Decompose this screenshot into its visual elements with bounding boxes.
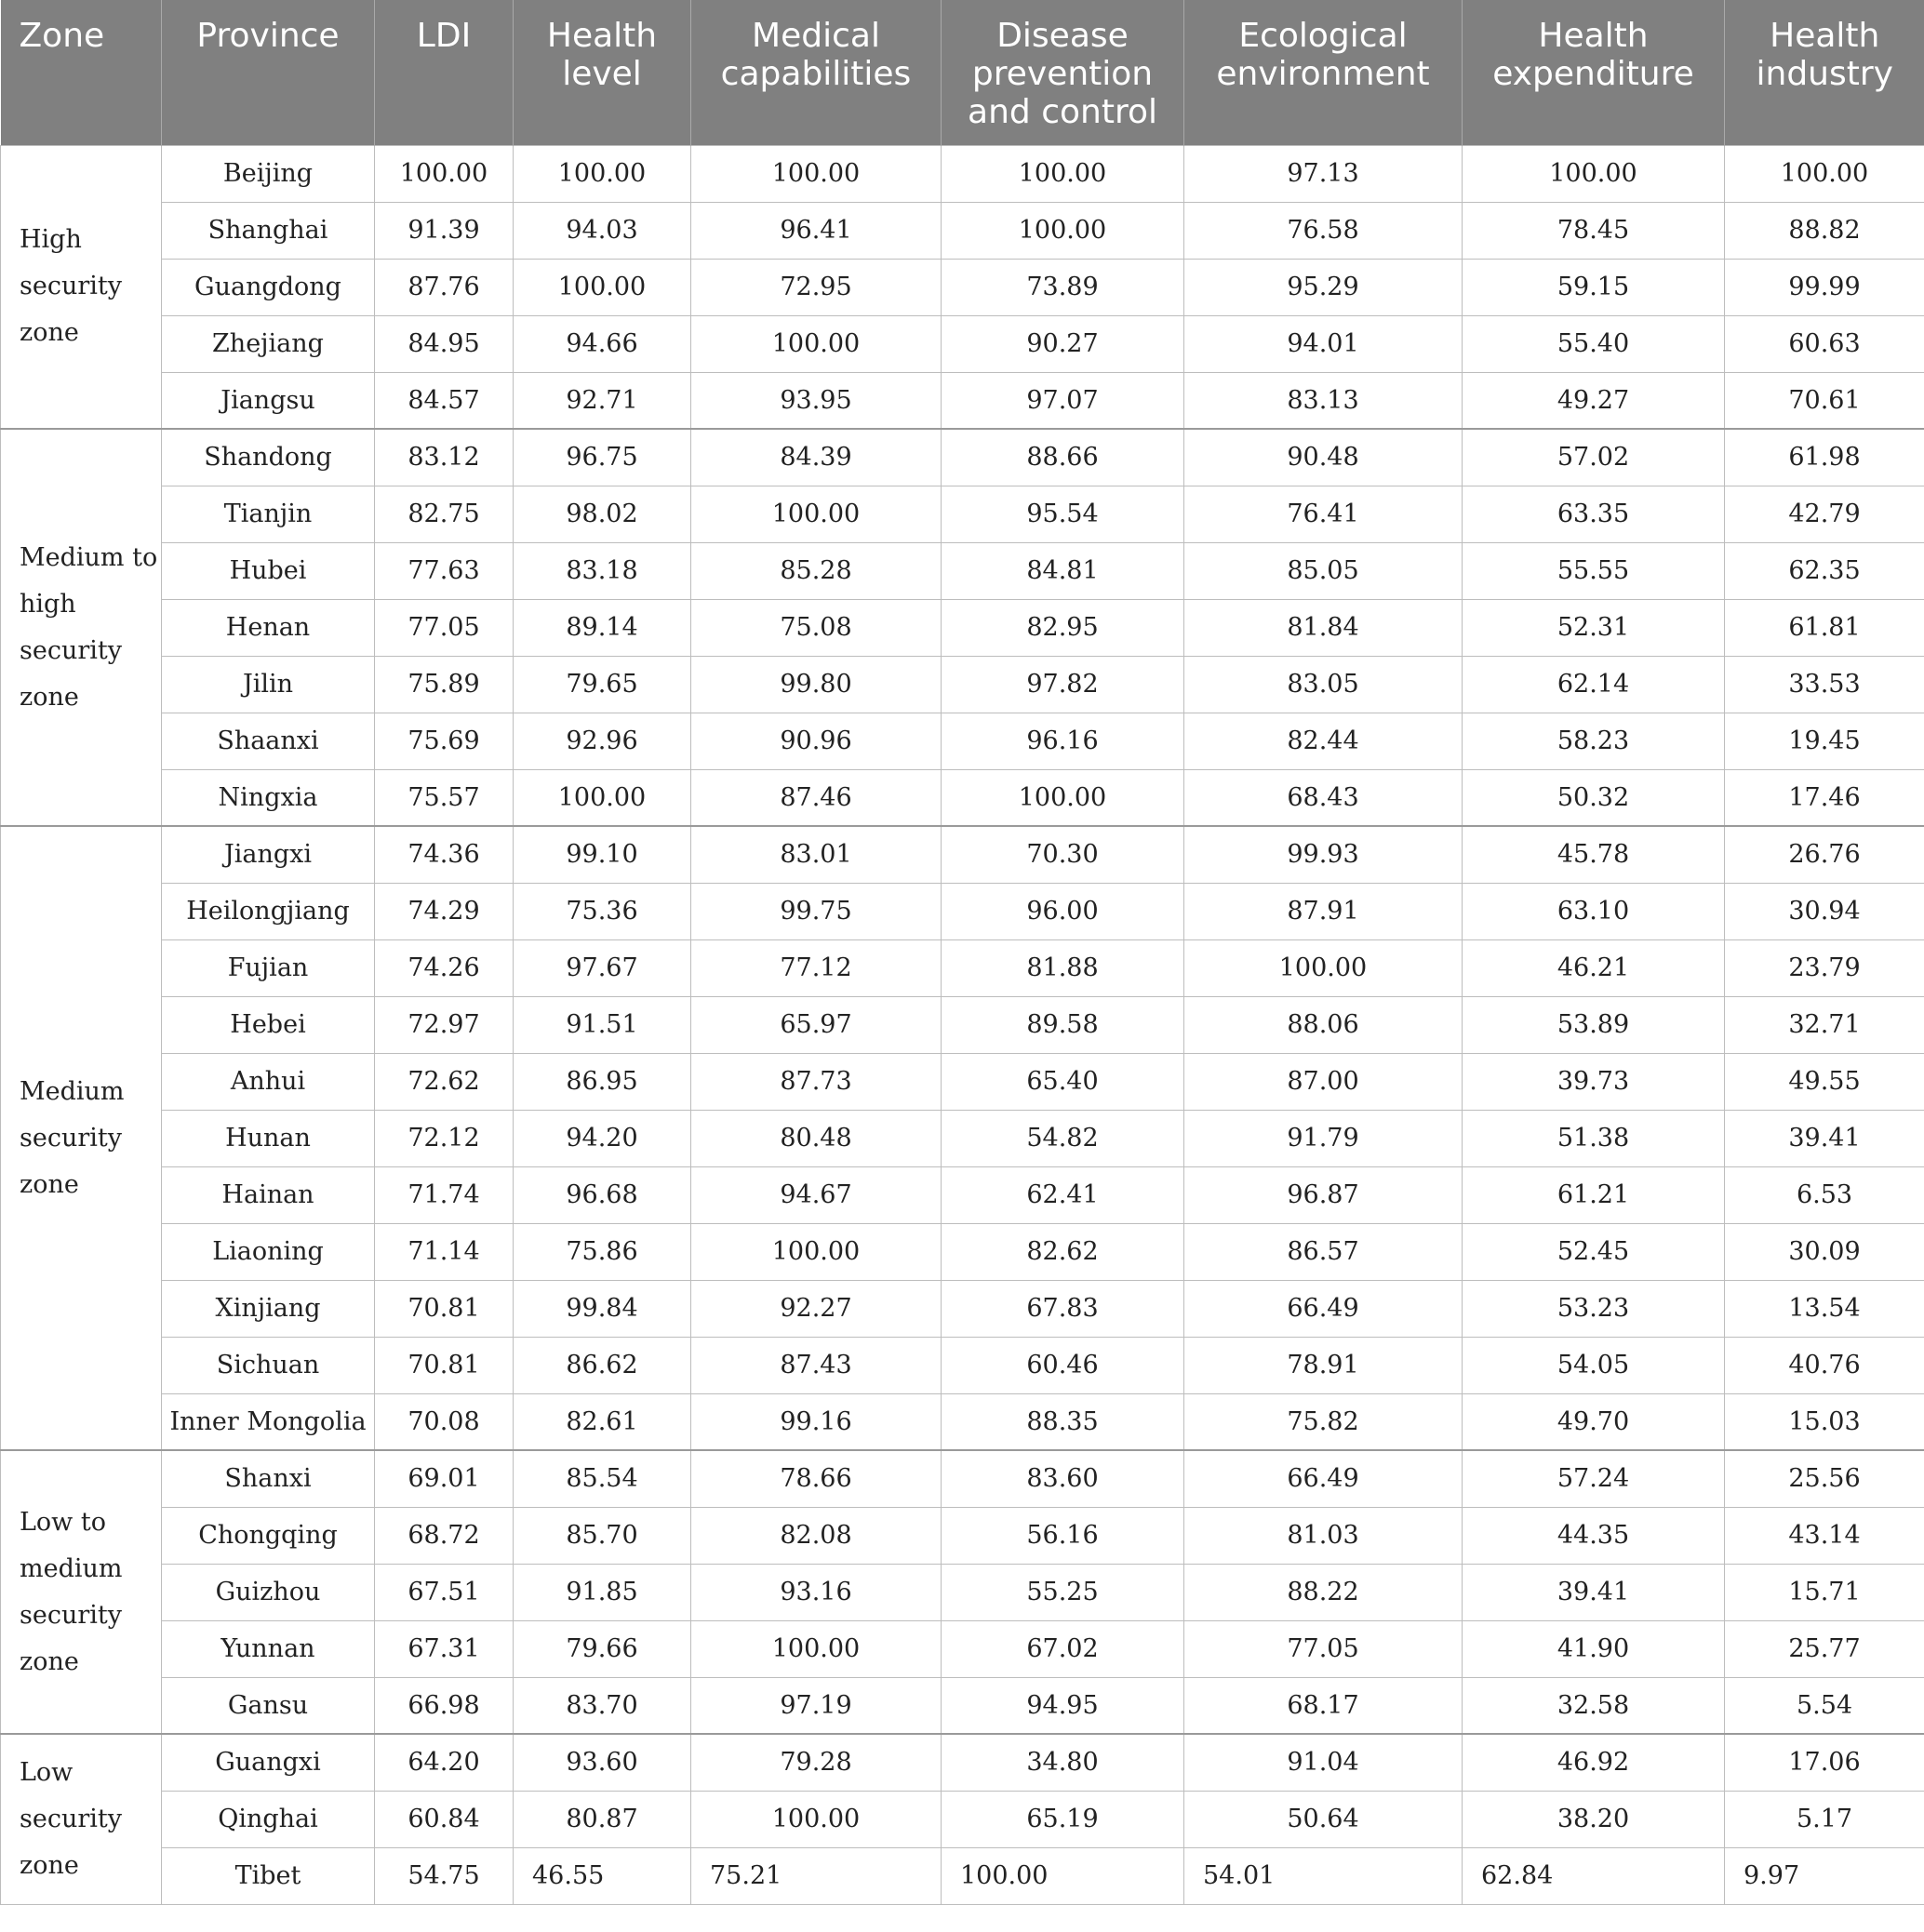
value-cell: 86.57 <box>1184 1223 1463 1280</box>
value-cell: 79.28 <box>691 1734 942 1791</box>
table-row <box>1 1507 1924 1564</box>
province-cell: Heilongjiang <box>162 883 375 939</box>
value-cell: 41.90 <box>1463 1620 1725 1677</box>
value-cell: 82.44 <box>1184 713 1463 769</box>
value-cell: 97.19 <box>691 1677 942 1734</box>
value-cell: 75.57 <box>375 769 514 826</box>
value-cell: 54.82 <box>942 1110 1184 1166</box>
table-row <box>1 429 1924 486</box>
province-cell: Chongqing <box>162 1507 375 1564</box>
table-row <box>1 713 1924 769</box>
value-cell: 70.30 <box>942 826 1184 883</box>
header-ldi: LDI <box>375 0 514 145</box>
value-cell: 75.86 <box>514 1223 691 1280</box>
value-cell: 82.95 <box>942 599 1184 656</box>
value-cell: 100.00 <box>691 145 942 202</box>
value-cell: 57.24 <box>1463 1450 1725 1507</box>
value-cell: 43.14 <box>1725 1507 1924 1564</box>
table-row <box>1 1677 1924 1734</box>
value-cell: 32.58 <box>1463 1677 1725 1734</box>
value-cell: 100.00 <box>1463 145 1725 202</box>
table-row <box>1 486 1924 542</box>
value-cell: 75.21 <box>691 1847 942 1904</box>
value-cell: 39.41 <box>1725 1110 1924 1166</box>
value-cell: 90.27 <box>942 315 1184 372</box>
table-row <box>1 996 1924 1053</box>
value-cell: 76.58 <box>1184 202 1463 259</box>
value-cell: 65.97 <box>691 996 942 1053</box>
value-cell: 49.70 <box>1463 1393 1725 1450</box>
value-cell: 83.60 <box>942 1450 1184 1507</box>
province-cell: Liaoning <box>162 1223 375 1280</box>
value-cell: 63.10 <box>1463 883 1725 939</box>
value-cell: 100.00 <box>942 769 1184 826</box>
table-row <box>1 939 1924 996</box>
value-cell: 94.95 <box>942 1677 1184 1734</box>
value-cell: 94.01 <box>1184 315 1463 372</box>
province-cell: Inner Mongolia <box>162 1393 375 1450</box>
value-cell: 66.98 <box>375 1677 514 1734</box>
value-cell: 73.89 <box>942 259 1184 315</box>
value-cell: 70.81 <box>375 1337 514 1393</box>
value-cell: 96.00 <box>942 883 1184 939</box>
value-cell: 46.21 <box>1463 939 1725 996</box>
value-cell: 32.71 <box>1725 996 1924 1053</box>
value-cell: 72.12 <box>375 1110 514 1166</box>
province-cell: Fujian <box>162 939 375 996</box>
value-cell: 61.98 <box>1725 429 1924 486</box>
value-cell: 74.36 <box>375 826 514 883</box>
value-cell: 85.28 <box>691 542 942 599</box>
value-cell: 85.05 <box>1184 542 1463 599</box>
value-cell: 63.35 <box>1463 486 1725 542</box>
province-cell: Guangxi <box>162 1734 375 1791</box>
value-cell: 65.40 <box>942 1053 1184 1110</box>
value-cell: 80.87 <box>514 1791 691 1847</box>
value-cell: 55.55 <box>1463 542 1725 599</box>
province-cell: Hunan <box>162 1110 375 1166</box>
value-cell: 91.04 <box>1184 1734 1463 1791</box>
value-cell: 98.02 <box>514 486 691 542</box>
value-cell: 75.82 <box>1184 1393 1463 1450</box>
province-cell: Shanxi <box>162 1450 375 1507</box>
value-cell: 90.48 <box>1184 429 1463 486</box>
value-cell: 68.43 <box>1184 769 1463 826</box>
value-cell: 70.61 <box>1725 372 1924 429</box>
value-cell: 80.48 <box>691 1110 942 1166</box>
value-cell: 88.35 <box>942 1393 1184 1450</box>
value-cell: 84.81 <box>942 542 1184 599</box>
value-cell: 95.54 <box>942 486 1184 542</box>
value-cell: 26.76 <box>1725 826 1924 883</box>
table-row <box>1 1620 1924 1677</box>
value-cell: 39.41 <box>1463 1564 1725 1620</box>
value-cell: 67.83 <box>942 1280 1184 1337</box>
table-row <box>1 1734 1924 1791</box>
value-cell: 30.94 <box>1725 883 1924 939</box>
table-row <box>1 826 1924 883</box>
value-cell: 50.64 <box>1184 1791 1463 1847</box>
table-row <box>1 1393 1924 1450</box>
value-cell: 38.20 <box>1463 1791 1725 1847</box>
table-row <box>1 372 1924 429</box>
value-cell: 94.66 <box>514 315 691 372</box>
header-ecological-environment: Ecological environment <box>1184 0 1463 145</box>
value-cell: 100.00 <box>942 1847 1184 1904</box>
header-health-expenditure: Health expenditure <box>1463 0 1725 145</box>
value-cell: 87.00 <box>1184 1053 1463 1110</box>
value-cell: 88.06 <box>1184 996 1463 1053</box>
table-row <box>1 202 1924 259</box>
value-cell: 84.39 <box>691 429 942 486</box>
value-cell: 93.95 <box>691 372 942 429</box>
value-cell: 42.79 <box>1725 486 1924 542</box>
value-cell: 40.76 <box>1725 1337 1924 1393</box>
table-row <box>1 1337 1924 1393</box>
value-cell: 83.13 <box>1184 372 1463 429</box>
value-cell: 19.45 <box>1725 713 1924 769</box>
value-cell: 57.02 <box>1463 429 1725 486</box>
province-cell: Shanghai <box>162 202 375 259</box>
value-cell: 54.05 <box>1463 1337 1725 1393</box>
value-cell: 54.75 <box>375 1847 514 1904</box>
value-cell: 70.81 <box>375 1280 514 1337</box>
value-cell: 85.70 <box>514 1507 691 1564</box>
province-cell: Ningxia <box>162 769 375 826</box>
value-cell: 86.95 <box>514 1053 691 1110</box>
value-cell: 79.65 <box>514 656 691 713</box>
value-cell: 46.92 <box>1463 1734 1725 1791</box>
value-cell: 74.26 <box>375 939 514 996</box>
value-cell: 70.08 <box>375 1393 514 1450</box>
value-cell: 99.93 <box>1184 826 1463 883</box>
value-cell: 97.82 <box>942 656 1184 713</box>
value-cell: 54.01 <box>1184 1847 1463 1904</box>
value-cell: 25.77 <box>1725 1620 1924 1677</box>
province-cell: Jiangxi <box>162 826 375 883</box>
value-cell: 78.91 <box>1184 1337 1463 1393</box>
value-cell: 77.63 <box>375 542 514 599</box>
province-cell: Anhui <box>162 1053 375 1110</box>
value-cell: 62.84 <box>1463 1847 1725 1904</box>
value-cell: 52.45 <box>1463 1223 1725 1280</box>
value-cell: 87.76 <box>375 259 514 315</box>
value-cell: 79.66 <box>514 1620 691 1677</box>
value-cell: 68.72 <box>375 1507 514 1564</box>
table-row <box>1 542 1924 599</box>
value-cell: 78.45 <box>1463 202 1725 259</box>
header-health-industry: Health industry <box>1725 0 1924 145</box>
value-cell: 99.84 <box>514 1280 691 1337</box>
value-cell: 83.12 <box>375 429 514 486</box>
value-cell: 94.03 <box>514 202 691 259</box>
value-cell: 85.54 <box>514 1450 691 1507</box>
value-cell: 71.14 <box>375 1223 514 1280</box>
value-cell: 53.89 <box>1463 996 1725 1053</box>
province-cell: Tianjin <box>162 486 375 542</box>
value-cell: 96.87 <box>1184 1166 1463 1223</box>
province-cell: Guangdong <box>162 259 375 315</box>
value-cell: 92.71 <box>514 372 691 429</box>
table-row <box>1 1223 1924 1280</box>
value-cell: 97.07 <box>942 372 1184 429</box>
value-cell: 71.74 <box>375 1166 514 1223</box>
value-cell: 23.79 <box>1725 939 1924 996</box>
header-zone: Zone <box>1 0 162 145</box>
value-cell: 46.55 <box>514 1847 691 1904</box>
value-cell: 84.57 <box>375 372 514 429</box>
province-cell: Gansu <box>162 1677 375 1734</box>
value-cell: 91.51 <box>514 996 691 1053</box>
zone-cell: Medium security zone <box>1 826 162 1450</box>
value-cell: 74.29 <box>375 883 514 939</box>
value-cell: 34.80 <box>942 1734 1184 1791</box>
table-row <box>1 315 1924 372</box>
table-row <box>1 1791 1924 1847</box>
value-cell: 83.18 <box>514 542 691 599</box>
value-cell: 55.40 <box>1463 315 1725 372</box>
value-cell: 81.84 <box>1184 599 1463 656</box>
table-row <box>1 599 1924 656</box>
value-cell: 99.75 <box>691 883 942 939</box>
value-cell: 55.25 <box>942 1564 1184 1620</box>
value-cell: 87.73 <box>691 1053 942 1110</box>
table-row <box>1 1847 1924 1904</box>
value-cell: 60.63 <box>1725 315 1924 372</box>
value-cell: 96.68 <box>514 1166 691 1223</box>
value-cell: 75.69 <box>375 713 514 769</box>
province-cell: Beijing <box>162 145 375 202</box>
value-cell: 75.89 <box>375 656 514 713</box>
value-cell: 61.81 <box>1725 599 1924 656</box>
value-cell: 92.96 <box>514 713 691 769</box>
value-cell: 60.84 <box>375 1791 514 1847</box>
province-cell: Hubei <box>162 542 375 599</box>
table-row <box>1 1053 1924 1110</box>
value-cell: 15.71 <box>1725 1564 1924 1620</box>
value-cell: 72.97 <box>375 996 514 1053</box>
header-disease-prevention: Disease prevention and control <box>942 0 1184 145</box>
table-row <box>1 769 1924 826</box>
value-cell: 87.91 <box>1184 883 1463 939</box>
value-cell: 100.00 <box>942 202 1184 259</box>
header-row <box>1 0 1924 145</box>
province-cell: Henan <box>162 599 375 656</box>
value-cell: 77.05 <box>375 599 514 656</box>
zone-cell: High security zone <box>1 145 162 429</box>
value-cell: 83.01 <box>691 826 942 883</box>
value-cell: 100.00 <box>691 1223 942 1280</box>
value-cell: 68.17 <box>1184 1677 1463 1734</box>
value-cell: 17.46 <box>1725 769 1924 826</box>
province-cell: Zhejiang <box>162 315 375 372</box>
table-row <box>1 656 1924 713</box>
value-cell: 99.80 <box>691 656 942 713</box>
value-cell: 100.00 <box>375 145 514 202</box>
value-cell: 94.20 <box>514 1110 691 1166</box>
value-cell: 97.13 <box>1184 145 1463 202</box>
value-cell: 75.08 <box>691 599 942 656</box>
province-cell: Jiangsu <box>162 372 375 429</box>
value-cell: 100.00 <box>942 145 1184 202</box>
value-cell: 100.00 <box>514 145 691 202</box>
value-cell: 84.95 <box>375 315 514 372</box>
province-cell: Yunnan <box>162 1620 375 1677</box>
value-cell: 100.00 <box>1725 145 1924 202</box>
value-cell: 39.73 <box>1463 1053 1725 1110</box>
value-cell: 100.00 <box>691 1620 942 1677</box>
value-cell: 56.16 <box>942 1507 1184 1564</box>
value-cell: 44.35 <box>1463 1507 1725 1564</box>
value-cell: 17.06 <box>1725 1734 1924 1791</box>
province-cell: Hainan <box>162 1166 375 1223</box>
province-cell: Jilin <box>162 656 375 713</box>
value-cell: 5.17 <box>1725 1791 1924 1847</box>
value-cell: 33.53 <box>1725 656 1924 713</box>
value-cell: 66.49 <box>1184 1280 1463 1337</box>
value-cell: 62.41 <box>942 1166 1184 1223</box>
province-cell: Sichuan <box>162 1337 375 1393</box>
table-row <box>1 1166 1924 1223</box>
table-row <box>1 1450 1924 1507</box>
value-cell: 91.79 <box>1184 1110 1463 1166</box>
zone-cell: Medium to high security zone <box>1 429 162 826</box>
value-cell: 62.35 <box>1725 542 1924 599</box>
value-cell: 97.67 <box>514 939 691 996</box>
value-cell: 95.29 <box>1184 259 1463 315</box>
province-cell: Shandong <box>162 429 375 486</box>
value-cell: 100.00 <box>691 486 942 542</box>
province-cell: Xinjiang <box>162 1280 375 1337</box>
value-cell: 66.49 <box>1184 1450 1463 1507</box>
value-cell: 82.61 <box>514 1393 691 1450</box>
value-cell: 77.05 <box>1184 1620 1463 1677</box>
value-cell: 64.20 <box>375 1734 514 1791</box>
value-cell: 76.41 <box>1184 486 1463 542</box>
value-cell: 53.23 <box>1463 1280 1725 1337</box>
value-cell: 61.21 <box>1463 1166 1725 1223</box>
value-cell: 60.46 <box>942 1337 1184 1393</box>
value-cell: 100.00 <box>514 769 691 826</box>
province-cell: Shaanxi <box>162 713 375 769</box>
value-cell: 89.58 <box>942 996 1184 1053</box>
value-cell: 5.54 <box>1725 1677 1924 1734</box>
value-cell: 15.03 <box>1725 1393 1924 1450</box>
value-cell: 72.62 <box>375 1053 514 1110</box>
province-cell: Guizhou <box>162 1564 375 1620</box>
value-cell: 49.27 <box>1463 372 1725 429</box>
zone-cell: Low security zone <box>1 1734 162 1904</box>
value-cell: 6.53 <box>1725 1166 1924 1223</box>
value-cell: 67.02 <box>942 1620 1184 1677</box>
value-cell: 82.62 <box>942 1223 1184 1280</box>
table-row <box>1 883 1924 939</box>
value-cell: 72.95 <box>691 259 942 315</box>
value-cell: 96.75 <box>514 429 691 486</box>
value-cell: 78.66 <box>691 1450 942 1507</box>
value-cell: 9.97 <box>1725 1847 1924 1904</box>
value-cell: 13.54 <box>1725 1280 1924 1337</box>
header-province: Province <box>162 0 375 145</box>
value-cell: 50.32 <box>1463 769 1725 826</box>
table-row <box>1 1564 1924 1620</box>
zone-cell: Low to medium security zone <box>1 1450 162 1734</box>
value-cell: 90.96 <box>691 713 942 769</box>
value-cell: 93.16 <box>691 1564 942 1620</box>
value-cell: 81.03 <box>1184 1507 1463 1564</box>
value-cell: 67.51 <box>375 1564 514 1620</box>
value-cell: 77.12 <box>691 939 942 996</box>
value-cell: 96.16 <box>942 713 1184 769</box>
value-cell: 91.85 <box>514 1564 691 1620</box>
value-cell: 65.19 <box>942 1791 1184 1847</box>
value-cell: 30.09 <box>1725 1223 1924 1280</box>
table-row <box>1 1110 1924 1166</box>
value-cell: 49.55 <box>1725 1053 1924 1110</box>
value-cell: 91.39 <box>375 202 514 259</box>
value-cell: 59.15 <box>1463 259 1725 315</box>
value-cell: 92.27 <box>691 1280 942 1337</box>
header-health-level: Health level <box>514 0 691 145</box>
value-cell: 52.31 <box>1463 599 1725 656</box>
value-cell: 81.88 <box>942 939 1184 996</box>
value-cell: 82.08 <box>691 1507 942 1564</box>
value-cell: 93.60 <box>514 1734 691 1791</box>
table-row <box>1 1280 1924 1337</box>
value-cell: 88.66 <box>942 429 1184 486</box>
value-cell: 89.14 <box>514 599 691 656</box>
value-cell: 100.00 <box>691 315 942 372</box>
table-row <box>1 145 1924 202</box>
value-cell: 75.36 <box>514 883 691 939</box>
table-row <box>1 259 1924 315</box>
value-cell: 100.00 <box>1184 939 1463 996</box>
value-cell: 88.22 <box>1184 1564 1463 1620</box>
value-cell: 87.46 <box>691 769 942 826</box>
value-cell: 45.78 <box>1463 826 1725 883</box>
value-cell: 82.75 <box>375 486 514 542</box>
value-cell: 88.82 <box>1725 202 1924 259</box>
table-body <box>1 145 1924 1904</box>
value-cell: 94.67 <box>691 1166 942 1223</box>
value-cell: 99.10 <box>514 826 691 883</box>
province-cell: Hebei <box>162 996 375 1053</box>
value-cell: 99.99 <box>1725 259 1924 315</box>
province-cell: Tibet <box>162 1847 375 1904</box>
value-cell: 83.05 <box>1184 656 1463 713</box>
value-cell: 51.38 <box>1463 1110 1725 1166</box>
value-cell: 86.62 <box>514 1337 691 1393</box>
value-cell: 100.00 <box>514 259 691 315</box>
value-cell: 58.23 <box>1463 713 1725 769</box>
province-cell: Qinghai <box>162 1791 375 1847</box>
value-cell: 69.01 <box>375 1450 514 1507</box>
value-cell: 67.31 <box>375 1620 514 1677</box>
value-cell: 25.56 <box>1725 1450 1924 1507</box>
value-cell: 87.43 <box>691 1337 942 1393</box>
value-cell: 62.14 <box>1463 656 1725 713</box>
value-cell: 100.00 <box>691 1791 942 1847</box>
value-cell: 99.16 <box>691 1393 942 1450</box>
value-cell: 83.70 <box>514 1677 691 1734</box>
value-cell: 96.41 <box>691 202 942 259</box>
header-medical-capabilities: Medical capabilities <box>691 0 942 145</box>
